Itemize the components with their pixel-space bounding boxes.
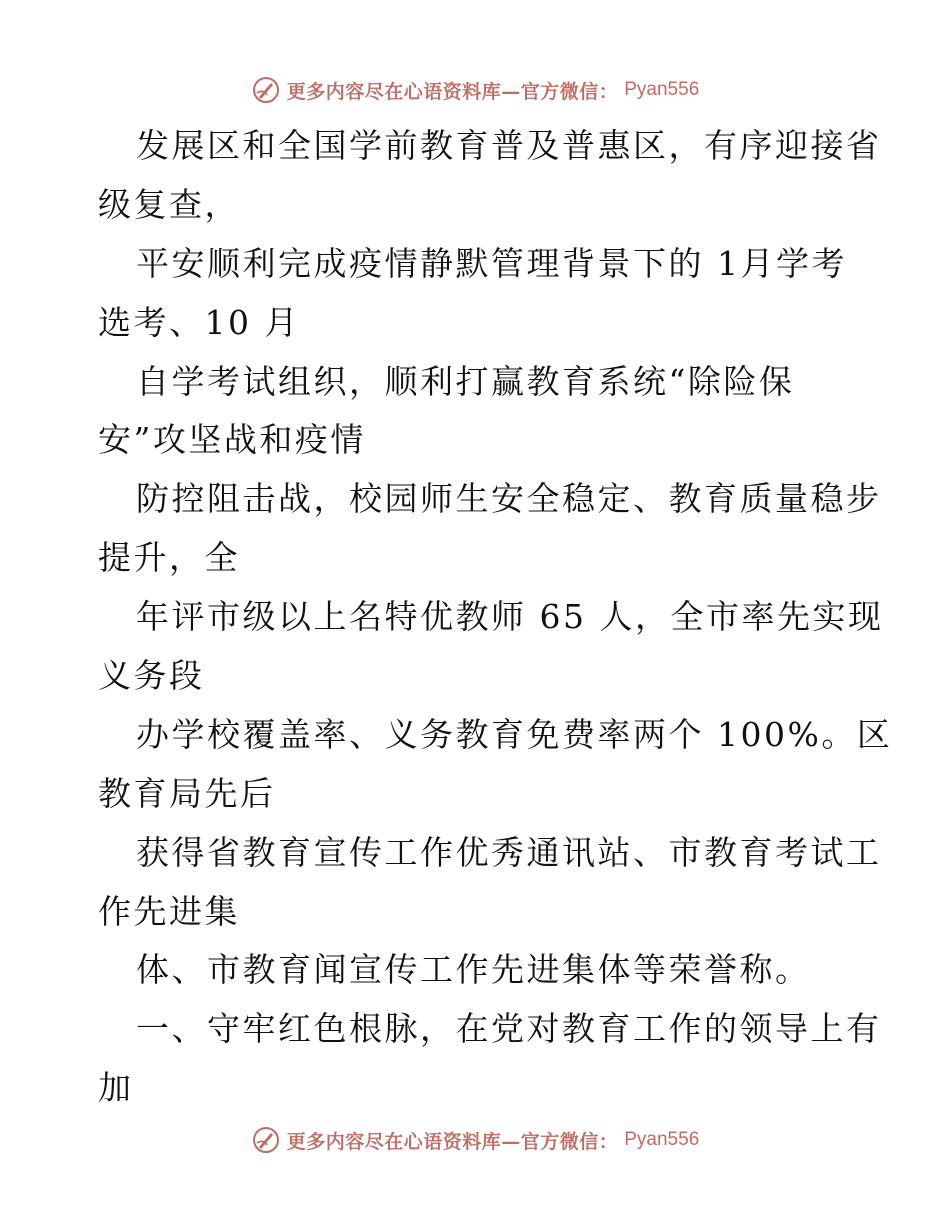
text-line: 义务段 (98, 656, 205, 696)
text-line: 提升，全 (98, 538, 240, 578)
watermark-text: 更多内容尽在心语资料库—官方微信： (286, 80, 619, 103)
text-line: 作先进集 (98, 891, 240, 931)
text-line: 一、守牢红色根脉，在党对教育工作的领导上有 (136, 1009, 882, 1049)
text-line: 教育局先后 (98, 773, 276, 813)
text-line: 获得省教育宣传工作优秀通讯站、市教育考试工 (136, 832, 882, 872)
text-line: 安”攻坚战和疫情 (98, 420, 366, 460)
quill-logo-icon (251, 75, 281, 105)
text-line: 防控阻击战，校园师生安全稳定、教育质量稳步 (136, 479, 882, 519)
quill-logo-icon (251, 1125, 281, 1155)
text-line: 体、市教育闻宣传工作先进集体等荣誉称。 (136, 950, 811, 990)
text-line: 加 (98, 1068, 134, 1108)
text-line: 平安顺利完成疫情静默管理背景下的 1月学考 (136, 243, 847, 283)
text-line: 级复查， (98, 184, 240, 224)
footer-watermark (0, 1120, 950, 1160)
header-watermark (0, 70, 950, 110)
watermark-text: 更多内容尽在心语资料库—官方微信： (286, 1130, 619, 1153)
text-line: 选考、10 月 (98, 302, 300, 342)
text-line: 发展区和全国学前教育普及普惠区，有序迎接省 (136, 126, 882, 165)
watermark-id: Pyan556 (624, 79, 700, 100)
text-line: 办学校覆盖率、义务教育免费率两个 100%。区 (136, 714, 893, 754)
document-body (98, 117, 893, 1118)
text-line: 年评市级以上名特优教师 65 人，全市率先实现 (136, 597, 884, 637)
text-line: 自学考试组织，顺利打赢教育系统“除险保 (136, 361, 795, 401)
watermark-id: Pyan556 (624, 1129, 700, 1150)
